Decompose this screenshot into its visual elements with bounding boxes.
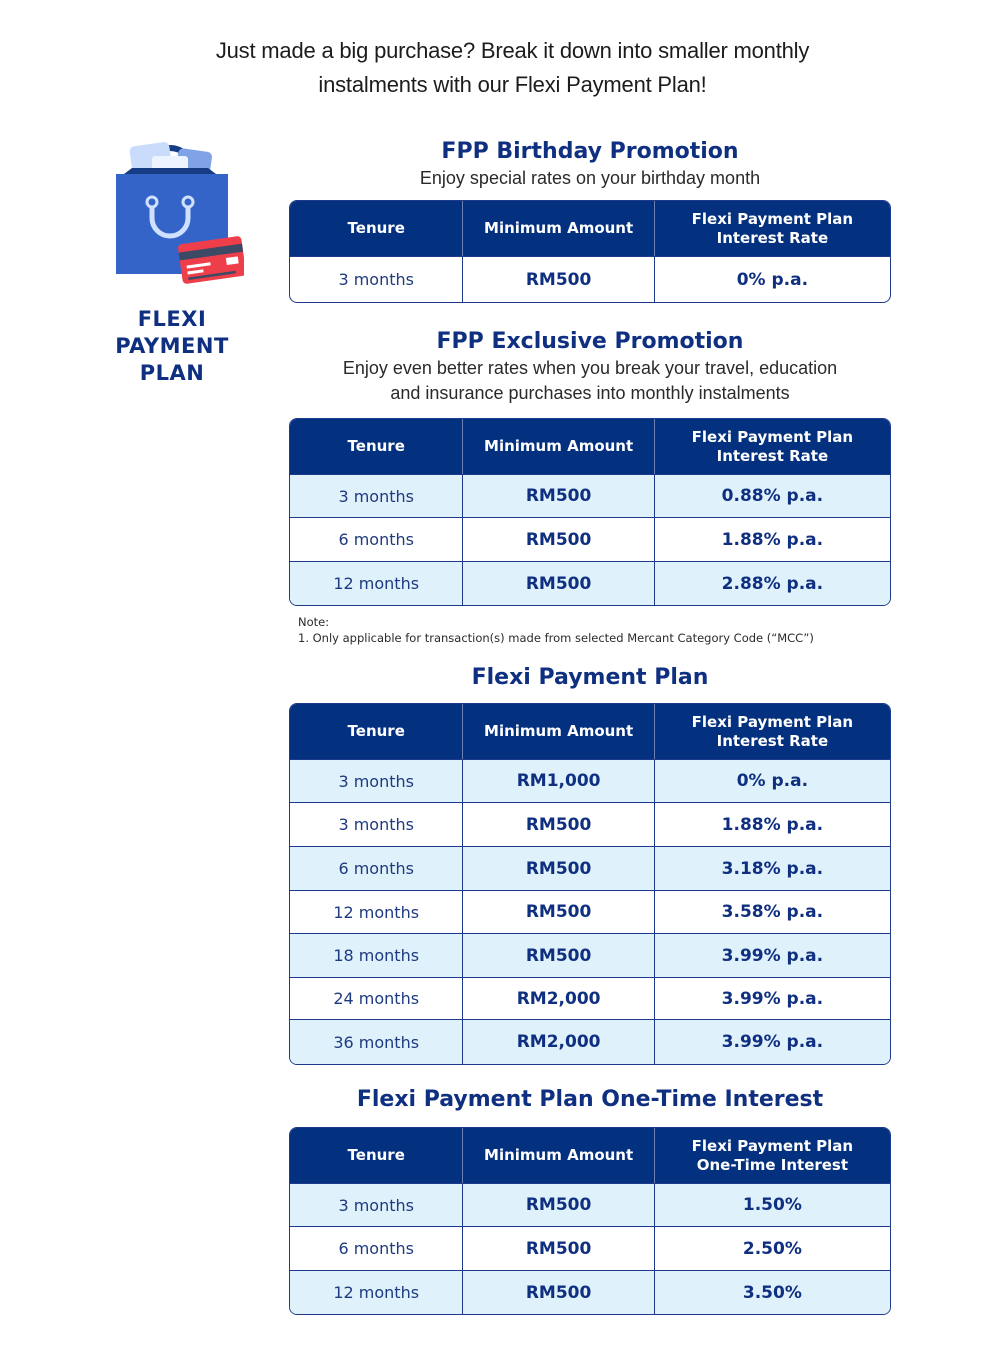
cell-minimum-amount: RM500 bbox=[463, 518, 654, 561]
cell-tenure: 3 months bbox=[290, 803, 463, 846]
table-row bbox=[290, 1226, 890, 1270]
cell-rate: 3.99% p.a. bbox=[721, 945, 824, 966]
cell-minimum-amount: RM500 bbox=[463, 803, 654, 846]
table-header bbox=[290, 1128, 890, 1183]
cell-rate: 3.99% p.a. bbox=[721, 1032, 824, 1052]
rates-table bbox=[289, 1127, 891, 1315]
brand-title-line-1: FLEXI bbox=[137, 307, 207, 331]
header-tenure: Tenure bbox=[290, 201, 463, 256]
cell-minimum-amount: RM2,000 bbox=[463, 978, 654, 1019]
cell-minimum-amount: RM500 bbox=[463, 562, 654, 605]
table-header bbox=[290, 419, 890, 474]
table-row bbox=[290, 890, 890, 933]
table-row bbox=[290, 846, 890, 890]
header-line: Flexi Payment Plan bbox=[691, 712, 854, 731]
subtitle-line: and insurance purchases into monthly instalments bbox=[390, 383, 790, 403]
rates-table bbox=[289, 418, 891, 606]
table-row bbox=[290, 256, 890, 302]
brand-title-line-3: PLAN bbox=[139, 361, 205, 385]
cell-rate: 0.88% p.a. bbox=[721, 486, 824, 506]
cell-tenure: 3 months bbox=[290, 760, 463, 802]
cell-rate: 2.88% p.a. bbox=[721, 573, 824, 594]
table-row bbox=[290, 977, 890, 1019]
cell-rate: 3.58% p.a. bbox=[721, 902, 824, 922]
cell-tenure: 12 months bbox=[290, 562, 463, 605]
table-header bbox=[290, 201, 890, 256]
header-line: One-Time Interest bbox=[696, 1155, 849, 1174]
cell-rate: 1.50% bbox=[742, 1195, 802, 1215]
header-line: Interest Rate bbox=[716, 446, 829, 465]
cell-rate: 3.18% p.a. bbox=[721, 858, 824, 879]
section-flexi-payment-plan bbox=[289, 664, 891, 1065]
section-one-time-interest bbox=[289, 1086, 891, 1315]
rates-table bbox=[289, 200, 891, 303]
header-tenure: Tenure bbox=[290, 1128, 463, 1183]
header-interest-rate bbox=[655, 201, 890, 256]
header-line: Interest Rate bbox=[716, 228, 829, 247]
cell-minimum-amount: RM500 bbox=[463, 891, 654, 933]
section-title: Flexi Payment Plan bbox=[471, 665, 709, 690]
header-interest-rate bbox=[655, 419, 890, 474]
header-line: Flexi Payment Plan bbox=[691, 427, 854, 446]
table-row bbox=[290, 933, 890, 977]
cell-rate: 3.50% bbox=[742, 1282, 802, 1303]
header-minimum-amount: Minimum Amount bbox=[463, 1128, 654, 1183]
table-row bbox=[290, 561, 890, 605]
footnote bbox=[298, 614, 814, 646]
brand-title-line-2: PAYMENT bbox=[115, 334, 229, 358]
header-tenure: Tenure bbox=[290, 704, 463, 759]
table-row bbox=[290, 1270, 890, 1314]
header-tenure: Tenure bbox=[290, 419, 463, 474]
section-title: Flexi Payment Plan One-Time Interest bbox=[356, 1087, 824, 1112]
cell-tenure: 36 months bbox=[290, 1020, 463, 1064]
table-row bbox=[290, 517, 890, 561]
header-line: Flexi Payment Plan bbox=[691, 209, 854, 228]
cell-tenure: 24 months bbox=[290, 978, 463, 1019]
section-subtitle bbox=[289, 166, 891, 191]
header-minimum-amount: Minimum Amount bbox=[463, 419, 654, 474]
rates-table bbox=[289, 703, 891, 1065]
subtitle-line: Enjoy even better rates when you break your travel, education bbox=[342, 358, 838, 378]
header-line: Interest Rate bbox=[716, 731, 829, 750]
table-row bbox=[290, 759, 890, 802]
cell-minimum-amount: RM500 bbox=[463, 1227, 654, 1270]
table-row bbox=[290, 1019, 890, 1064]
cell-tenure: 3 months bbox=[290, 1184, 463, 1226]
footnote-label: Note: bbox=[298, 615, 330, 629]
page-headline bbox=[0, 34, 1000, 102]
cell-rate: 1.88% p.a. bbox=[721, 814, 824, 835]
header-line: Flexi Payment Plan bbox=[691, 1136, 854, 1155]
header-minimum-amount: Minimum Amount bbox=[463, 201, 654, 256]
brand-block bbox=[104, 130, 244, 385]
cell-rate: 1.88% p.a. bbox=[721, 529, 824, 550]
cell-rate: 0% p.a. bbox=[736, 269, 809, 290]
cell-tenure: 12 months bbox=[290, 891, 463, 933]
header-minimum-amount: Minimum Amount bbox=[463, 704, 654, 759]
cell-minimum-amount: RM500 bbox=[463, 847, 654, 890]
cell-minimum-amount: RM1,000 bbox=[463, 760, 654, 802]
cell-rate: 3.99% p.a. bbox=[721, 988, 824, 1009]
cell-minimum-amount: RM2,000 bbox=[463, 1020, 654, 1064]
section-title: FPP Birthday Promotion bbox=[441, 139, 739, 164]
cell-tenure: 6 months bbox=[290, 847, 463, 890]
section-subtitle bbox=[289, 356, 891, 406]
cell-tenure: 18 months bbox=[290, 934, 463, 977]
cell-tenure: 3 months bbox=[290, 257, 463, 302]
cell-minimum-amount: RM500 bbox=[463, 934, 654, 977]
section-exclusive-promotion bbox=[289, 328, 891, 606]
cell-tenure: 6 months bbox=[290, 1227, 463, 1270]
table-row bbox=[290, 802, 890, 846]
cell-minimum-amount: RM500 bbox=[463, 257, 654, 302]
cell-rate: 0% p.a. bbox=[736, 771, 809, 791]
cell-tenure: 3 months bbox=[290, 475, 463, 517]
cell-minimum-amount: RM500 bbox=[463, 1184, 654, 1226]
cell-minimum-amount: RM500 bbox=[463, 475, 654, 517]
cell-tenure: 6 months bbox=[290, 518, 463, 561]
header-interest-rate bbox=[655, 704, 890, 759]
cell-tenure: 12 months bbox=[290, 1271, 463, 1314]
cell-minimum-amount: RM500 bbox=[463, 1271, 654, 1314]
headline-line-1: Just made a big purchase? Break it down into smaller monthly bbox=[215, 38, 810, 63]
cell-rate: 2.50% bbox=[742, 1238, 802, 1259]
table-header bbox=[290, 704, 890, 759]
brand-title bbox=[104, 306, 240, 387]
footnote-item: 1. Only applicable for transaction(s) made from selected Mercant Category Code (“MCC”) bbox=[298, 631, 814, 645]
table-row bbox=[290, 474, 890, 517]
subtitle-line: Enjoy special rates on your birthday month bbox=[419, 168, 761, 188]
section-birthday-promotion bbox=[289, 138, 891, 303]
headline-line-2: instalments with our Flexi Payment Plan! bbox=[318, 72, 707, 97]
table-row bbox=[290, 1183, 890, 1226]
section-title: FPP Exclusive Promotion bbox=[436, 329, 744, 354]
header-one-time-interest bbox=[655, 1128, 890, 1183]
shopping-bag-with-credit-card-icon bbox=[108, 130, 244, 290]
